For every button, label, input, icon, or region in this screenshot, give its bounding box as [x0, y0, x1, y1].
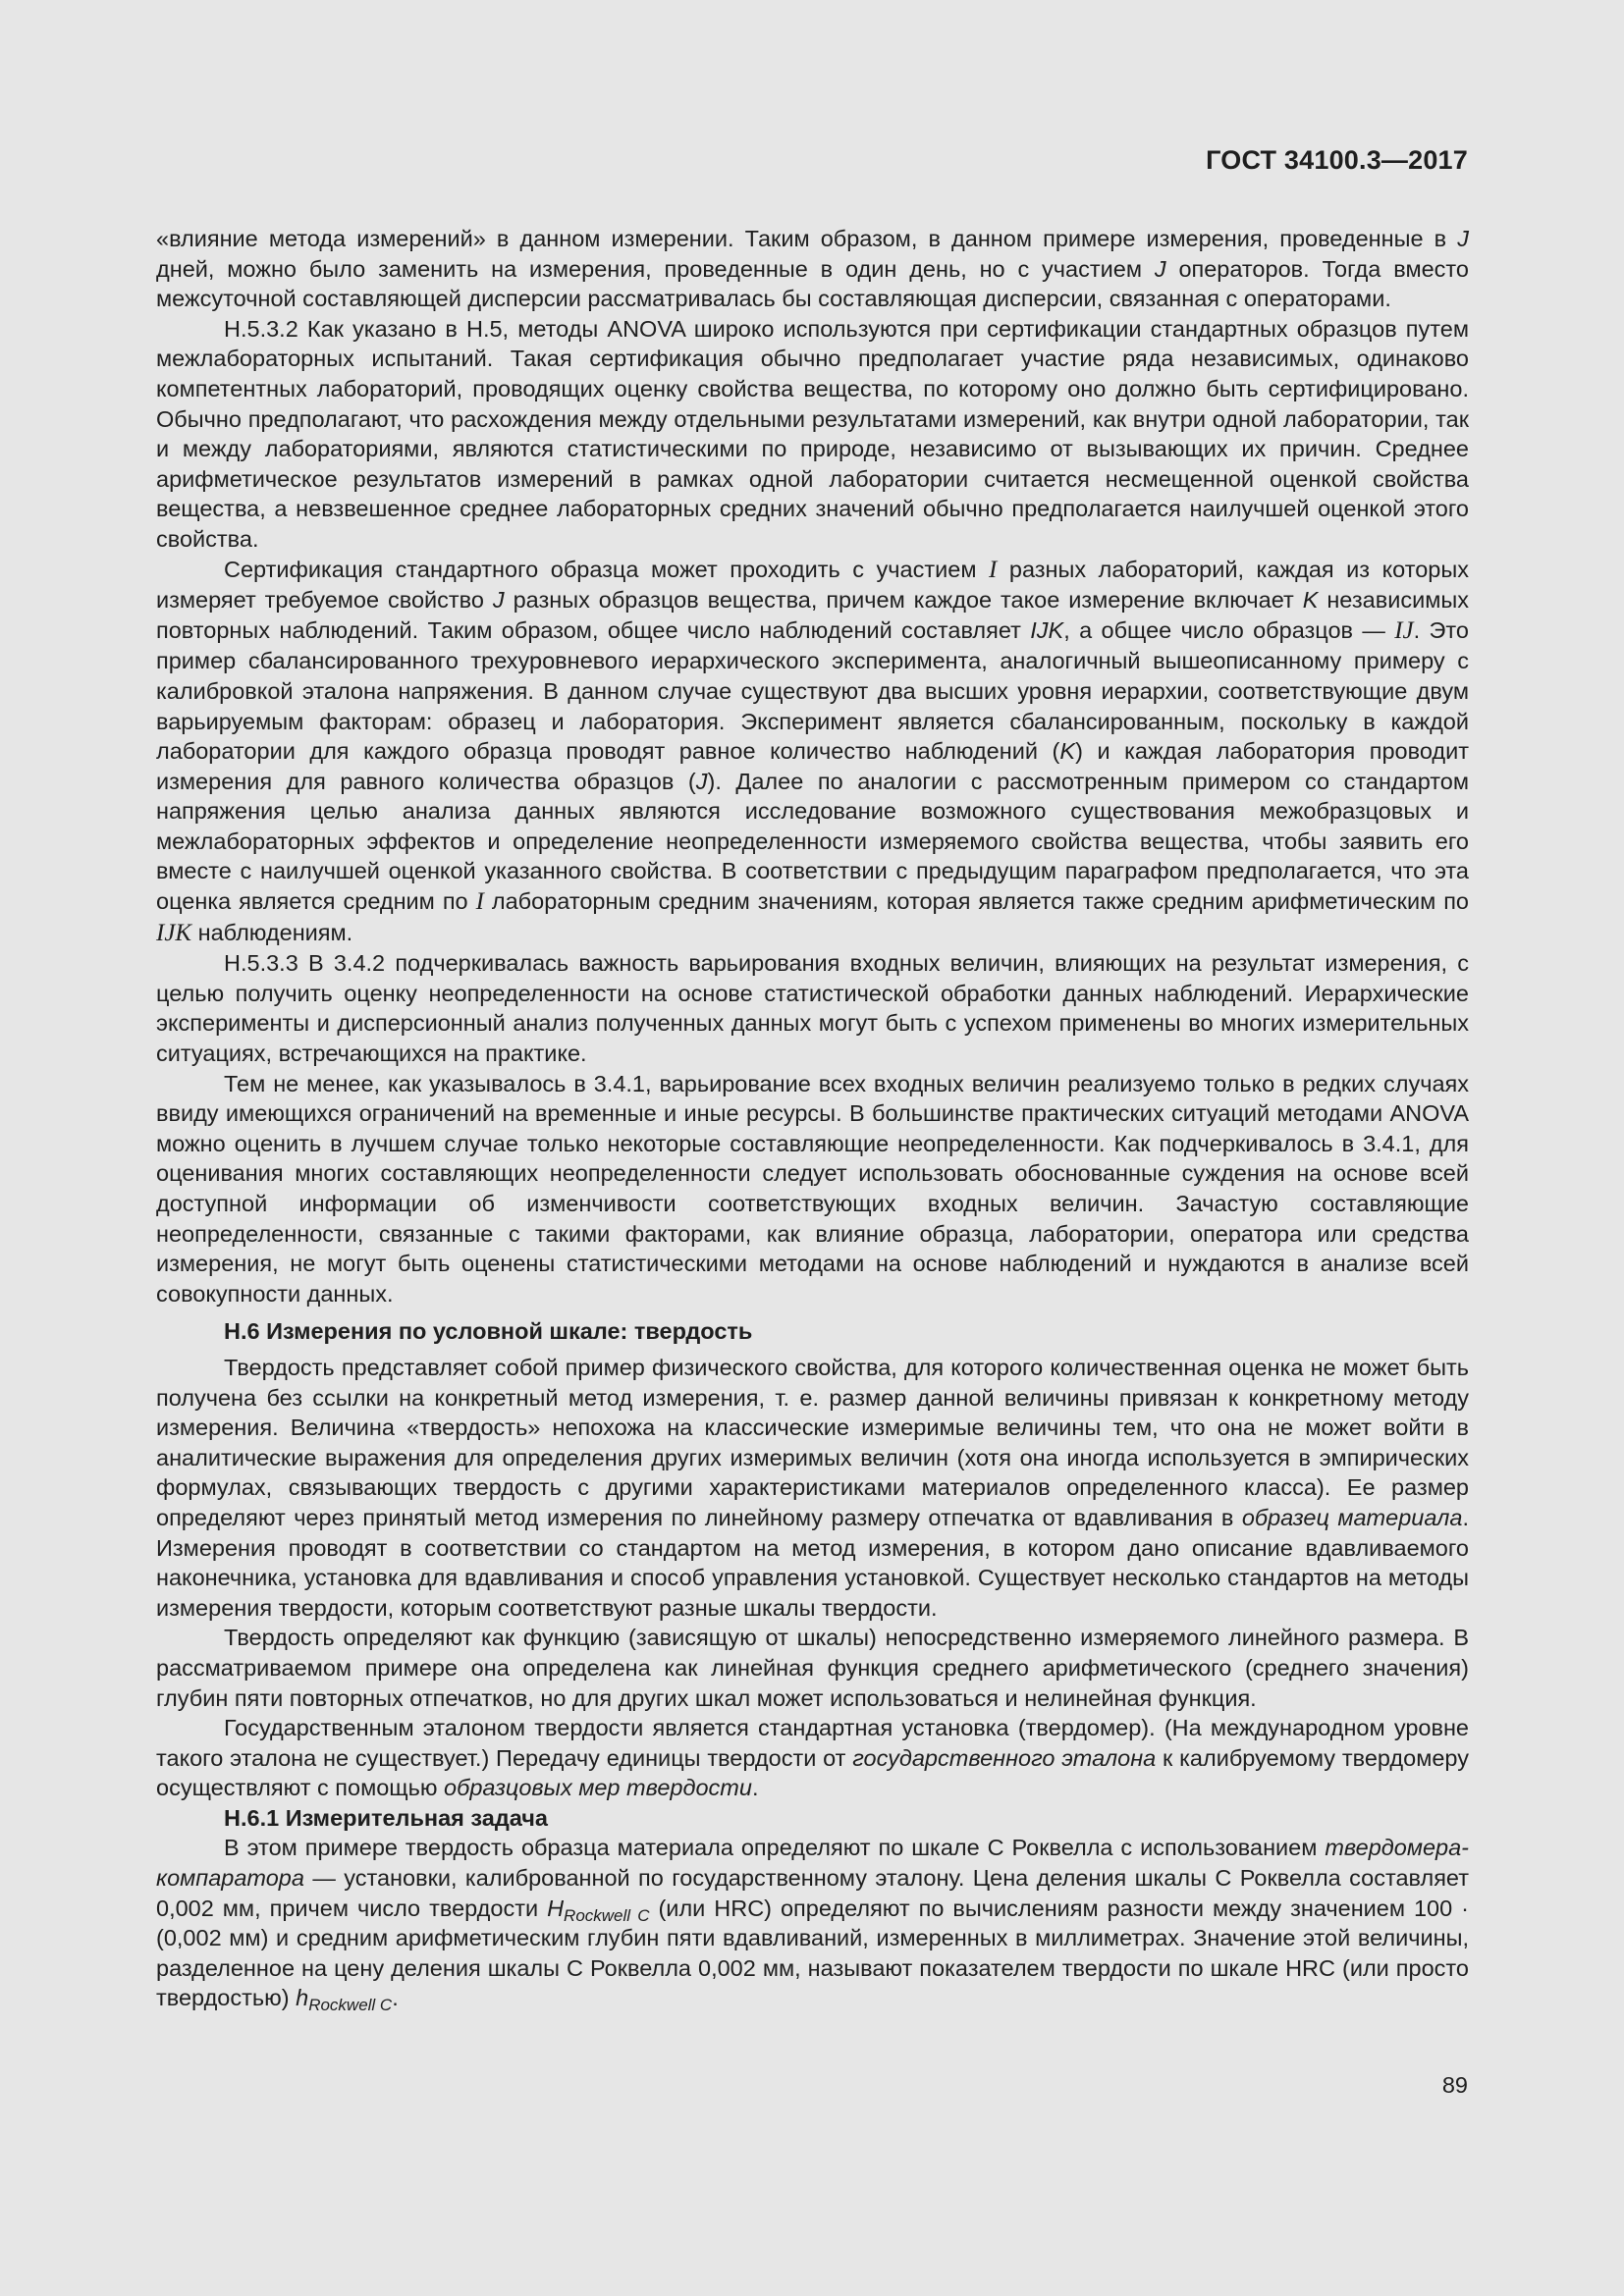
- variable: K: [1302, 587, 1319, 614]
- text-run: .: [751, 1775, 759, 1801]
- text-run: к калибруемому твердомеру осуществляют с помощью: [156, 1744, 1469, 1801]
- symbol: h: [296, 1985, 309, 2011]
- variable: IJ: [1394, 616, 1414, 644]
- emphasis: государственного эталона: [852, 1744, 1157, 1771]
- subscript: Rockwell C: [308, 1996, 393, 2015]
- text-run: (или HRC) определяют по вычислениям разности между значением 100 · (0,002 мм) и средним арифметическим глубин пяти вдавливаний, измеренных в миллиметрах. Значение этой величины, разделенное на цену деления шкалы С Роквелла 0,002 мм, называют показателем твердости по шкале HRC (или просто твердостью): [156, 1895, 1469, 2011]
- text-run: ). Далее по аналогии с рассмотренным примером со стандартом напряжения целью анализа данных являются исследование возможного существования межобразцовых и межлабораторных эффектов и определение неопределенности измеряемого свойства вещества, чтобы заявить его вместе с наилучшей оценкой указанного свойства. В соответствии с предыдущим параграфом предполагается, что эта оценка является средним по: [156, 768, 1469, 915]
- paragraph-h533: Н.5.3.3 В 3.4.2 подчеркивалась важность варьирования входных величин, влияющих на результат измерения, с целью получить оценку неопределенности на основе статистической обработки данных наблюдений. Иерархические эксперименты и дисперсионный анализ полученных данных могут быть с успехом применены во многих измерительных ситуациях, встречающихся на практике.: [156, 950, 1469, 1067]
- document-code: ГОСТ 34100.3—2017: [1206, 145, 1468, 175]
- variable: J: [1457, 226, 1469, 251]
- text-run: Твердость представляет собой пример физического свойства, для которого количественная оценка не может быть получена без ссылки на конкретный метод измерения, т. е. размер данной величины привязан к конкретному методу измерения. Величина «твердость» непохожа на классические измеримые величины тем, что она не может войти в аналитические выражения для определения других измеримых величин (хотя она иногда используется в эмпирических формулах, связывающих твердость с другими характеристиками материалов определенного класса). Ее размер определяют через принятый метод измерения по линейному размеру отпечатка от вдавливания в: [156, 1354, 1469, 1530]
- text-run: Государственным эталоном твердости является стандартная установка (твердомер). (На международном уровне такого эталона не существует.) Передачу единицы твердости от: [156, 1715, 1469, 1771]
- text-run: . Это пример сбалансированного трехуровневого иерархического эксперимента, аналогичный вышеописанному примеру с калибровкой эталона напряжения. В данном случае существуют два высших уровня иерархии, соответствующие двум варьируемым факторам: образец и лаборатория. Эксперимент является сбалансированным, поскольку в каждой лаборатории для каждого образца проводят равное количество наблюдений (: [156, 616, 1469, 765]
- variable: I: [475, 888, 484, 916]
- text-run: . Измерения проводят в соответствии со стандартом на метод измерения, в котором дано описание вдавливаемого наконечника, установка для вдавливания и способ управления установкой. Существует несколько стандартов на методы измерения твердости, которым соответствуют разные шкалы твердости.: [156, 1504, 1469, 1621]
- text-run: ) и каждая лаборатория проводит измерения для равного количества образцов (: [156, 738, 1469, 794]
- emphasis: образец материала: [1241, 1504, 1463, 1530]
- symbol: H: [547, 1895, 565, 1921]
- subscript: Rockwell C: [564, 1905, 650, 1925]
- subsection-heading-h61: Н.6.1 Измерительная задача: [224, 1804, 548, 1831]
- text-run: дней, можно было заменить на измерения, проведенные в один день, но с участием: [156, 255, 1155, 282]
- variable: IJK: [156, 919, 192, 946]
- text-run: разных образцов вещества, причем каждое такое измерение включает: [504, 587, 1303, 614]
- main-text: [156, 224, 1469, 2013]
- text-run: операторов. Тогда вместо межсуточной составляющей дисперсии рассматривалась бы составляющая дисперсии, связанная с операторами.: [156, 255, 1469, 312]
- variable: J: [695, 768, 708, 794]
- paragraph-certification: [156, 555, 1469, 949]
- text-run: наблюдениям.: [191, 919, 353, 945]
- page-number: 89: [1441, 2072, 1468, 2098]
- variable: K: [1059, 738, 1076, 765]
- text-run: Сертификация стандартного образца может проходить с участием: [224, 556, 990, 582]
- section-heading-h6: Н.6 Измерения по условной шкале: твердость: [224, 1318, 753, 1345]
- variable: IJK: [1030, 616, 1064, 643]
- paragraph-hardness-function: Твердость определяют как функцию (зависящую от шкалы) непосредственно измеряемого линейного размера. В рассматриваемом примере она определена как линейная функция среднего арифметического (среднего значения) глубин пяти повторных отпечатков, но для других шкал может использоваться и нелинейная функция.: [156, 1625, 1469, 1711]
- text-run: лабораторным средним значениям, которая является также средним арифметическим по: [483, 888, 1470, 915]
- text-run: независимых повторных наблюдений. Таким образом, общее число наблюдений составляет: [156, 587, 1469, 643]
- text-run: «влияние метода измерений» в данном измерении. Таким образом, в данном примере измерения, проведенные в: [156, 226, 1458, 251]
- paragraph-hardness: [156, 1353, 1469, 1623]
- paragraph-continuation: [156, 224, 1469, 314]
- paragraph-state-standard: [156, 1713, 1469, 1803]
- variable: J: [492, 587, 505, 614]
- text-run: В этом примере твердость образца материала определяют по шкале С Роквелла с использованием: [224, 1835, 1326, 1861]
- paragraph-anova-limits: Тем не менее, как указывалось в 3.4.1, варьирование всех входных величин реализуемо только в редких случаях ввиду имеющихся ограничений на временные и иные ресурсы. В большинстве практических ситуаций методами ANOVA можно оценить в лучшем случае только некоторые составляющие неопределенности. Как подчеркивалось в 3.4.1, для оценивания многих составляющих неопределенности следует использовать обоснованные суждения на основе всей доступной информации об изменчивости соответствующих входных величин. Зачастую составляющие неопределенности, связанные с такими факторами, как влияние образца, лаборатории, оператора или средства измерения, не могут быть оценены статистическими методами на основе наблюдений и нуждаются в анализе всей совокупности данных.: [156, 1070, 1469, 1307]
- text-run: — установки, калиброванной по государственному эталону. Цена деления шкалы С Роквелла составляет 0,002 мм, причем число твердости: [156, 1865, 1469, 1921]
- emphasis: твердомера-компаратора: [156, 1835, 1469, 1892]
- variable: J: [1154, 255, 1166, 282]
- text-run: , а общее число образцов —: [1063, 616, 1395, 643]
- text-run: разных лабораторий, каждая из которых измеряет требуемое свойство: [156, 556, 1469, 614]
- variable: I: [989, 556, 998, 583]
- text-run: .: [392, 1985, 399, 2011]
- emphasis: образцовых мер твердости: [444, 1775, 752, 1801]
- paragraph-h532: Н.5.3.2 Как указано в Н.5, методы ANOVA широко используются при сертификации стандартных образцов путем межлабораторных испытаний. Такая сертификация обычно предполагает участие ряда независимых, одинаково компетентных лабораторий, проводящих оценку свойства вещества, по которому оно должно быть сертифицировано. Обычно предполагают, что расхождения между отдельными результатами измерений, как внутри одной лаборатории, так и между лабораториями, являются статистическими по природе, независимо от вызывающих их причин. Среднее арифметическое результатов измерений в рамках одной лаборатории считается несмещенной оценкой свойства вещества, а невзвешенное среднее лабораторных средних значений обычно предполагается наилучшей оценкой этого свойства.: [156, 315, 1469, 552]
- paragraph-measurement-task: [156, 1833, 1469, 2013]
